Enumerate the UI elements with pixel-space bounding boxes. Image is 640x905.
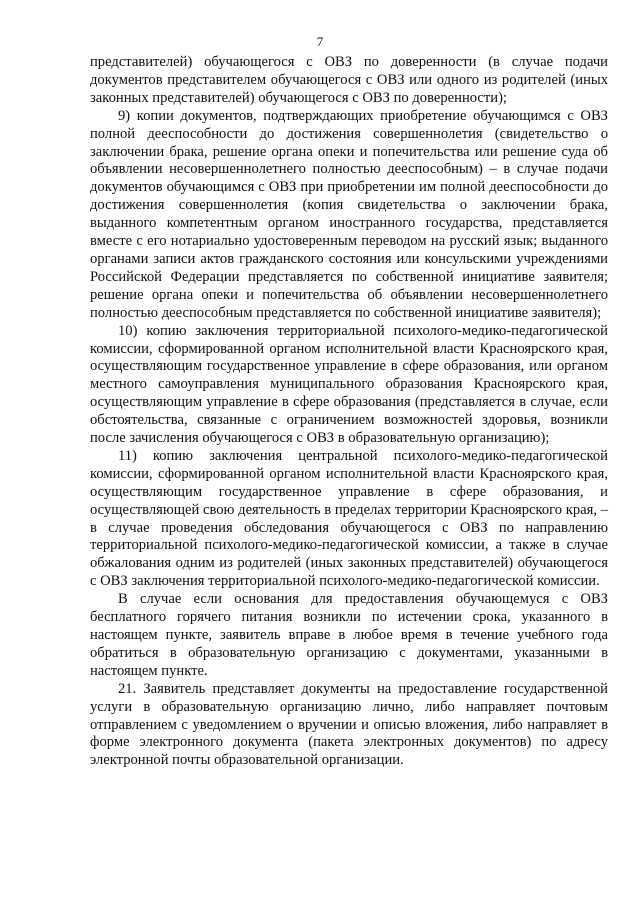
paragraph-deadline-note: В случае если основания для предоставления обучающемуся с ОВЗ бесплатного горячего питания возникли по истечении срока, указанного в настоящем пункте, заявитель вправе в любое время в течение учебного года обратиться в образовательную организацию с документами, указанными в настоящем пункте. (90, 591, 608, 679)
paragraph-item-9: 9) копии документов, подтверждающих приобретение обучающимся с ОВЗ полной дееспособности до достижения совершеннолетия (свидетельство о заключении брака, решение органа опеки и попечительства или решение суда об объявлении несовершеннолетнего полностью дееспособным) – в случае подачи документов обучающимся с ОВЗ при приобретении им полной дееспособности до достижения совершеннолетия (копия свидетельства о заключении брака, выданного компетентным органом иностранного государства, представляется вместе с его нотариально удостоверенным переводом на русский язык; выданного органами записи актов гражданского состояния или консульскими учреждениями Российской Федерации представляется по собственной инициативе заявителя; решение органа опеки и попечительства об объявлении несовершеннолетнего полностью дееспособным представляется по собственной инициативе заявителя); (90, 107, 608, 321)
paragraph-item-10: 10) копию заключения территориальной психолого-медико-педагогической комиссии, сформированной органом исполнительной власти Красноярского края, осуществляющим государственное управление в сфере образования, или органом местного самоуправления муниципального образования Красноярского края, осуществляющим управление в сфере образования (представляется в случае, если обстоятельства, связанные с ограничением возможностей здоровья, возникли после зачисления обучающегося с ОВЗ в образовательную организацию); (90, 322, 608, 447)
document-body (90, 54, 608, 770)
paragraph-item-11: 11) копию заключения центральной психолого-медико-педагогической комиссии, сформированной органом исполнительной власти Красноярского края, осуществляющим государственное управление в сфере образования, и осуществляющей свою деятельность в пределах территории Красноярского края, – в случае проведения обследования обучающегося с ОВЗ по направлению территориальной психолого-медико-педагогической комиссии, а также в случае обжалования одним из родителей (иных законных представителей) обучающегося с ОВЗ заключения территориальной психолого-медико-педагогической комиссии. (90, 447, 608, 590)
paragraph-continuation: представителей) обучающегося с ОВЗ по доверенности (в случае подачи документов представителем обучающегося с ОВЗ или одного из родителей (иных законных представителей) обучающегося с ОВЗ по доверенности); (90, 54, 608, 106)
page-number: 7 (316, 34, 324, 49)
paragraph-21: 21. Заявитель представляет документы на предоставление государственной услуги в образовательную организацию лично, либо направляет почтовым отправлением с уведомлением о вручении и описью вложения, либо направляет в форме электронного документа (пакета электронных документов) по адресу электронной почты образовательной организации. (90, 680, 608, 769)
